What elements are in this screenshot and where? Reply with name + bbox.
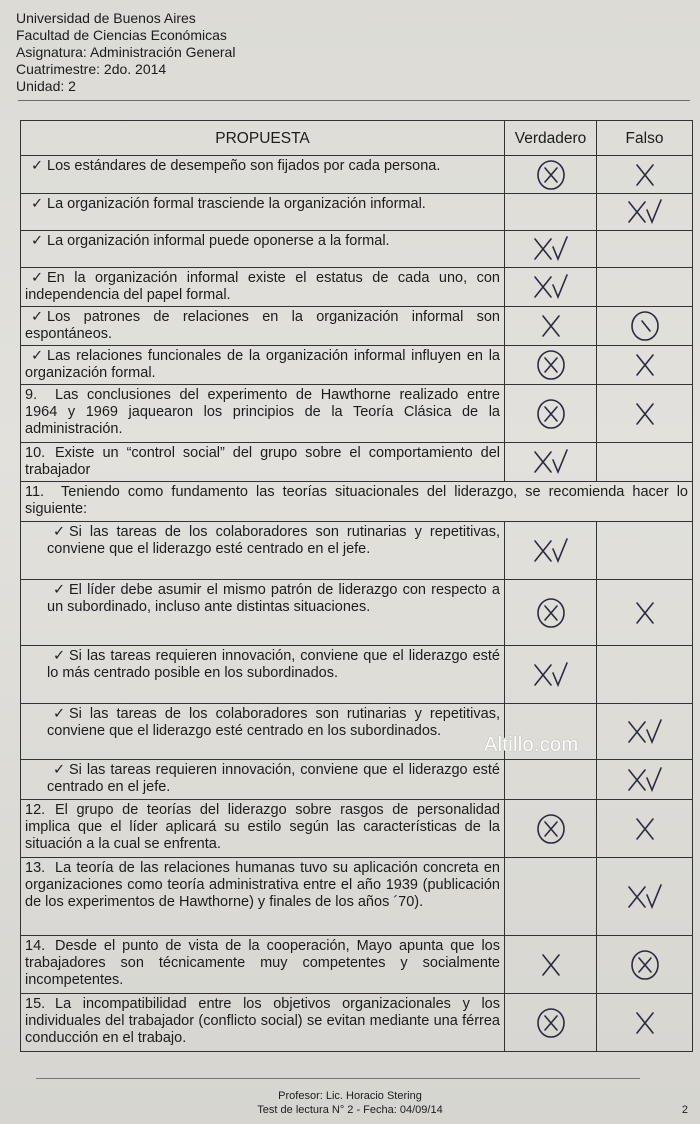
proposition-cell: [21, 231, 505, 268]
handwritten-x-check-mark: [509, 659, 592, 691]
table-row: [21, 760, 693, 800]
proposition-cell: [21, 385, 505, 443]
verdadero-answer-cell[interactable]: [505, 580, 597, 646]
handwritten-x-mark: [509, 310, 592, 342]
table-row: [21, 443, 693, 482]
proposition-text: En la organización informal existe el estatus de cada uno, con independencia del papel formal.: [25, 270, 500, 303]
handwritten-circle-mark: [601, 310, 688, 342]
item-number: 11.: [25, 484, 45, 500]
verdadero-answer-cell[interactable]: [505, 522, 597, 580]
item-number: 12.: [25, 802, 46, 818]
true-false-table: [20, 120, 693, 1052]
handwritten-x-mark: [601, 349, 688, 381]
check-mark-icon: ✓: [31, 270, 44, 286]
proposition-text: La teoría de las relaciones humanas tuvo su aplicación concreta en organizaciones como teoría administrativa entre el año 1939 (publicación de los experimentos de Hawthorne) y finales de los años ´70).: [25, 860, 500, 910]
proposition-cell: [21, 307, 505, 346]
proposition-text: Si las tareas requieren innovación, conviene que el liderazgo esté centrado en el jefe.: [47, 762, 500, 795]
proposition-text: La incompatibilidad entre los objetivos organizacionales y los individuales del trabajador (conflicto social) se evitan mediante una férrea conducción en el trabajo.: [25, 996, 500, 1046]
handwritten-circle-x-mark: [509, 349, 592, 381]
check-mark-icon: ✓: [31, 196, 44, 212]
verdadero-answer-cell[interactable]: [505, 156, 597, 194]
faculty-name: Facultad de Ciencias Económicas: [16, 27, 227, 43]
table-row: [21, 646, 693, 704]
subject-line: Asignatura: Administración General: [16, 44, 236, 60]
table-row: [21, 936, 693, 994]
verdadero-answer-cell[interactable]: [505, 760, 597, 800]
table-header-row: [21, 121, 693, 156]
verdadero-answer-cell[interactable]: [505, 194, 597, 231]
footer-professor: Profesor: Lic. Horacio Stering: [278, 1090, 422, 1102]
falso-answer-cell[interactable]: [597, 307, 693, 346]
verdadero-answer-cell[interactable]: [505, 443, 597, 482]
handwritten-x-mark: [601, 597, 688, 629]
proposition-text: Si las tareas de los colaboradores son rutinarias y repetitivas, conviene que el liderazgo esté centrado en los subordinados.: [47, 706, 500, 739]
handwritten-circle-x-mark: [509, 597, 592, 629]
handwritten-x-mark: [601, 159, 688, 191]
proposition-cell: [21, 936, 505, 994]
item-number: 13.: [25, 860, 46, 876]
handwritten-circle-x-mark: [509, 813, 592, 845]
proposition-cell: [21, 268, 505, 307]
q11-heading-text: Teniendo como fundamento las teorías situacionales del liderazgo, se recomienda hacer lo siguiente:: [25, 484, 688, 517]
falso-answer-cell[interactable]: [597, 346, 693, 385]
falso-answer-cell[interactable]: [597, 760, 693, 800]
proposition-cell: [21, 994, 505, 1052]
table-row: [21, 385, 693, 443]
verdadero-answer-cell[interactable]: [505, 385, 597, 443]
verdadero-answer-cell[interactable]: [505, 936, 597, 994]
proposition-text: Los patrones de relaciones en la organización informal son espontáneos.: [25, 309, 500, 342]
handwritten-x-mark: [601, 398, 688, 430]
document-header: [16, 10, 235, 95]
handwritten-x-check-mark: [601, 881, 688, 913]
proposition-text: Si las tareas requieren innovación, conviene que el liderazgo esté lo más centrado posible en los subordinados.: [47, 648, 500, 681]
table-row: [21, 994, 693, 1052]
header-divider: [18, 100, 690, 101]
check-mark-icon: ✓: [31, 309, 44, 325]
table-row: [21, 346, 693, 385]
table-row: [21, 522, 693, 580]
table-row: [21, 307, 693, 346]
handwritten-circle-x-mark: [601, 949, 688, 981]
watermark: Altillo.com: [484, 734, 579, 756]
falso-answer-cell[interactable]: [597, 580, 693, 646]
handwritten-x-check-mark: [601, 764, 688, 796]
proposition-text: La organización informal puede oponerse a la formal.: [47, 233, 390, 249]
table-row: [21, 194, 693, 231]
check-mark-icon: ✓: [31, 348, 44, 364]
proposition-cell: [21, 194, 505, 231]
check-mark-icon: ✓: [31, 158, 44, 174]
verdadero-answer-cell[interactable]: [505, 307, 597, 346]
verdadero-answer-cell[interactable]: [505, 231, 597, 268]
proposition-cell: [21, 443, 505, 482]
proposition-text: Existe un “control social” del grupo sobre el comportamiento del trabajador: [25, 445, 500, 478]
falso-answer-cell[interactable]: [597, 936, 693, 994]
proposition-text: Los estándares de desempeño son fijados por cada persona.: [47, 158, 441, 174]
table-row: [21, 858, 693, 936]
handwritten-x-check-mark: [601, 196, 688, 228]
verdadero-answer-cell[interactable]: [505, 800, 597, 858]
falso-answer-cell[interactable]: [597, 385, 693, 443]
table-row: [21, 156, 693, 194]
term-line: Cuatrimestre: 2do. 2014: [16, 61, 167, 77]
falso-answer-cell[interactable]: [597, 231, 693, 268]
proposition-text: Las conclusiones del experimento de Hawthorne realizado entre 1964 y 1969 jaquearon los principios de la Teoría Clásica de la administración.: [25, 387, 500, 437]
q11-heading-cell: [21, 482, 693, 522]
col-propuesta-header: PROPUESTA: [21, 121, 505, 156]
verdadero-answer-cell[interactable]: [505, 268, 597, 307]
university-name: Universidad de Buenos Aires: [16, 10, 196, 26]
handwritten-x-check-mark: [509, 271, 592, 303]
proposition-cell: [21, 346, 505, 385]
check-mark-icon: ✓: [31, 233, 44, 249]
verdadero-answer-cell[interactable]: [505, 858, 597, 936]
proposition-text: El grupo de teorías del liderazgo sobre rasgos de personalidad implica que el líder aplicará su estilo según las características de la situación a la cual se enfrenta.: [25, 802, 500, 852]
check-mark-icon: ✓: [53, 762, 66, 778]
falso-answer-cell[interactable]: [597, 800, 693, 858]
falso-answer-cell[interactable]: [597, 194, 693, 231]
check-mark-icon: ✓: [53, 524, 66, 540]
proposition-cell: [21, 858, 505, 936]
proposition-text: Si las tareas de los colaboradores son rutinarias y repetitivas, conviene que el liderazgo esté centrado en el jefe.: [47, 524, 500, 557]
proposition-cell: [21, 522, 505, 580]
proposition-cell: [21, 800, 505, 858]
col-falso-header: Falso: [597, 121, 693, 156]
handwritten-circle-x-mark: [509, 1007, 592, 1039]
handwritten-circle-x-mark: [509, 159, 592, 191]
table-row: [21, 704, 693, 760]
falso-answer-cell[interactable]: [597, 443, 693, 482]
item-number: 15.: [25, 996, 46, 1012]
footer-test-info: Test de lectura N° 2 - Fecha: 04/09/14: [257, 1104, 443, 1116]
handwritten-x-check-mark: [601, 716, 688, 748]
table-row: [21, 268, 693, 307]
item-number: 10.: [25, 445, 46, 461]
falso-answer-cell[interactable]: [597, 704, 693, 760]
table-row: [21, 800, 693, 858]
proposition-cell: [21, 156, 505, 194]
handwritten-x-mark: [509, 949, 592, 981]
falso-answer-cell[interactable]: [597, 156, 693, 194]
table-row: [21, 231, 693, 268]
check-mark-icon: ✓: [53, 706, 66, 722]
proposition-text: Las relaciones funcionales de la organización informal influyen en la organización formal.: [25, 348, 500, 381]
proposition-text: Desde el punto de vista de la cooperación, Mayo apunta que los trabajadores son técnicamente muy competentes y socialmente incompetentes.: [25, 938, 500, 988]
proposition-cell: [21, 580, 505, 646]
page-number: 2: [681, 1104, 688, 1116]
falso-answer-cell[interactable]: [597, 994, 693, 1052]
handwritten-x-check-mark: [509, 535, 592, 567]
falso-answer-cell[interactable]: [597, 268, 693, 307]
proposition-cell: [21, 704, 505, 760]
verdadero-answer-cell[interactable]: [505, 994, 597, 1052]
table-row: [21, 580, 693, 646]
proposition-text: El líder debe asumir el mismo patrón de liderazgo con respecto a un subordinado, incluso ante distintas situaciones.: [47, 582, 500, 615]
handwritten-x-check-mark: [509, 233, 592, 265]
falso-answer-cell[interactable]: [597, 858, 693, 936]
handwritten-x-mark: [601, 1007, 688, 1039]
verdadero-answer-cell[interactable]: [505, 346, 597, 385]
proposition-cell: [21, 760, 505, 800]
handwritten-x-mark: [601, 813, 688, 845]
item-number: 9.: [25, 387, 38, 403]
proposition-cell: [21, 646, 505, 704]
footer-divider: [36, 1078, 640, 1079]
item-number: 14.: [25, 938, 46, 954]
handwritten-x-check-mark: [509, 446, 592, 478]
handwritten-circle-x-mark: [509, 398, 592, 430]
verdadero-answer-cell[interactable]: [505, 646, 597, 704]
col-verdadero-header: Verdadero: [505, 121, 597, 156]
falso-answer-cell[interactable]: [597, 646, 693, 704]
unit-line: Unidad: 2: [16, 78, 76, 94]
falso-answer-cell[interactable]: [597, 522, 693, 580]
check-mark-icon: ✓: [53, 582, 66, 598]
check-mark-icon: ✓: [53, 648, 66, 664]
proposition-text: La organización formal trasciende la organización informal.: [47, 196, 426, 212]
table-row-q11-heading: [21, 482, 693, 522]
